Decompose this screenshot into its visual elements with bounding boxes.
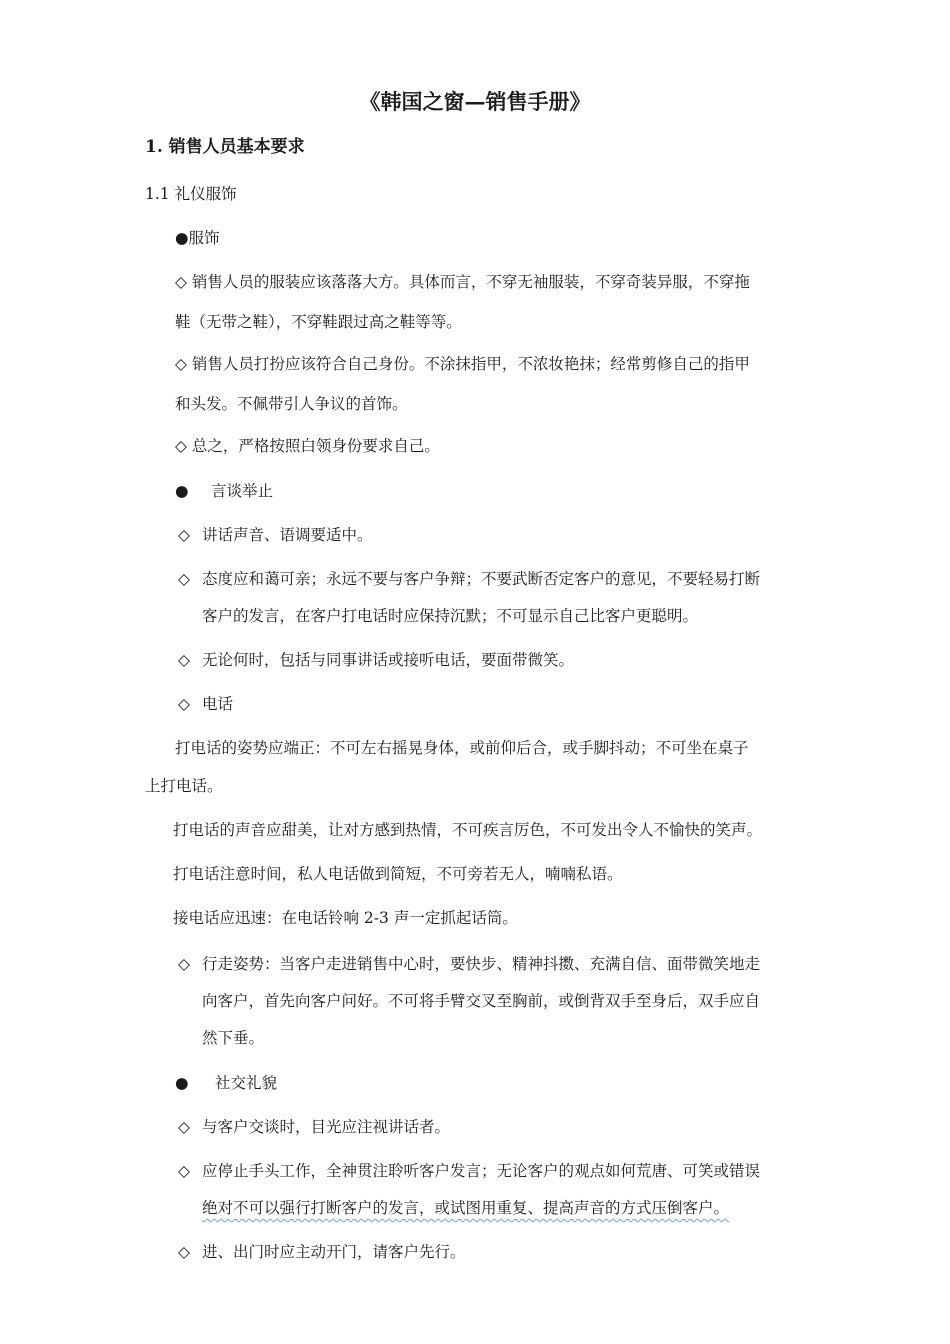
list-item-continuation: [202, 1198, 729, 1218]
diamond-marker: ◇: [178, 1162, 190, 1180]
list-item-continuation: 鞋（无带之鞋），不穿鞋跟过高之鞋等等。: [175, 313, 462, 331]
document-title: 《韩国之窗—销售手册》: [359, 89, 591, 114]
list-item-continuation: 向客户，首先向客户问好。不可将手臂交叉至胸前，或倒背双手至身后，双手应自: [202, 992, 761, 1010]
spellcheck-underlined-text: 绝对不可以强行打断客户的发言，或试图用重复、提高声音的方式压倒客户。: [202, 1199, 730, 1217]
bullet-heading-label: 言谈举止: [211, 482, 274, 500]
list-item: [178, 694, 233, 714]
list-item: [175, 436, 440, 456]
list-item-text: 进、出门时应主动开门，请客户先行。: [202, 1243, 466, 1261]
paragraph-phone-time: 打电话注意时间，私人电话做到简短，不可旁若无人，喃喃私语。: [173, 865, 623, 883]
list-item: [178, 569, 760, 589]
diamond-marker: ◇: [178, 955, 190, 973]
diamond-marker: ◇: [178, 570, 190, 588]
list-item-continuation: 和头发。不佩带引人争议的首饰。: [175, 395, 408, 413]
diamond-marker: ◇: [175, 437, 187, 455]
list-item-continuation: 然下垂。: [202, 1029, 265, 1047]
bullet-heading-clothing: [175, 228, 220, 248]
subsection-heading: 1.1 礼仪服饰: [145, 185, 237, 203]
list-item-continuation: 客户的发言，在客户打电话时应保持沉默；不可显示自己比客户更聪明。: [202, 607, 699, 625]
list-item-text: 讲话声音、语调要适中。: [202, 526, 373, 544]
paragraph-phone-answer: 接电话应迅速：在电话铃响 2-3 声一定抓起话筒。: [173, 909, 518, 927]
list-item-text: 无论何时，包括与同事讲话或接听电话，要面带微笑。: [202, 651, 575, 669]
bullet-heading-speech: [175, 481, 273, 501]
paragraph-continuation: 上打电话。: [145, 777, 223, 795]
bullet-heading-label: 社交礼貌: [215, 1074, 278, 1092]
list-item-text: 与客户交谈时，目光应注视讲话者。: [202, 1118, 451, 1136]
list-item: [175, 354, 750, 374]
bullet-heading-social: [175, 1073, 277, 1093]
diamond-marker: ◇: [178, 526, 190, 544]
list-item: [178, 1242, 466, 1262]
bullet-dot: ●: [175, 1074, 189, 1092]
list-item: [175, 272, 750, 292]
diamond-marker: ◇: [178, 695, 190, 713]
bullet-heading-label: 服饰: [188, 229, 220, 247]
list-item-text: 销售人员打扮应该符合自己身份。不涂抹指甲，不浓妆艳抹；经常剪修自己的指甲: [191, 355, 750, 373]
list-item: [178, 1117, 450, 1137]
list-item: [178, 525, 373, 545]
diamond-marker: ◇: [175, 273, 187, 291]
list-item-text: 销售人员的服装应该落落大方。具体而言，不穿无袖服装，不穿奇装异服，不穿拖: [191, 273, 750, 291]
diamond-marker: ◇: [175, 355, 187, 373]
list-item-text: 行走姿势：当客户走进销售中心时，要快步、精神抖擞、充满自信、面带微笑地走: [202, 955, 761, 973]
diamond-marker: ◇: [178, 651, 190, 669]
paragraph-phone-posture: 打电话的姿势应端正：不可左右摇晃身体，或前仰后合，或手脚抖动；不可坐在桌子: [175, 739, 749, 757]
bullet-dot: ●: [175, 482, 189, 500]
list-item-text: 总之，严格按照白领身份要求自己。: [191, 437, 440, 455]
diamond-marker: ◇: [178, 1118, 190, 1136]
list-item-text: 应停止手头工作，全神贯注聆听客户发言；无论客户的观点如何荒唐、可笑或错误: [202, 1162, 761, 1180]
list-item: [178, 650, 574, 670]
list-item-text: 态度应和蔼可亲；永远不要与客户争辩；不要武断否定客户的意见，不要轻易打断: [202, 570, 761, 588]
list-item: [178, 1161, 760, 1181]
list-item-text: 电话: [202, 695, 234, 713]
diamond-marker: ◇: [178, 1243, 190, 1261]
section-heading: 1. 销售人员基本要求: [145, 137, 305, 157]
list-item: [178, 954, 760, 974]
bullet-dot: ●: [175, 229, 189, 247]
paragraph-phone-voice: 打电话的声音应甜美，让对方感到热情，不可疾言厉色，不可发出令人不愉快的笑声。: [173, 821, 763, 839]
